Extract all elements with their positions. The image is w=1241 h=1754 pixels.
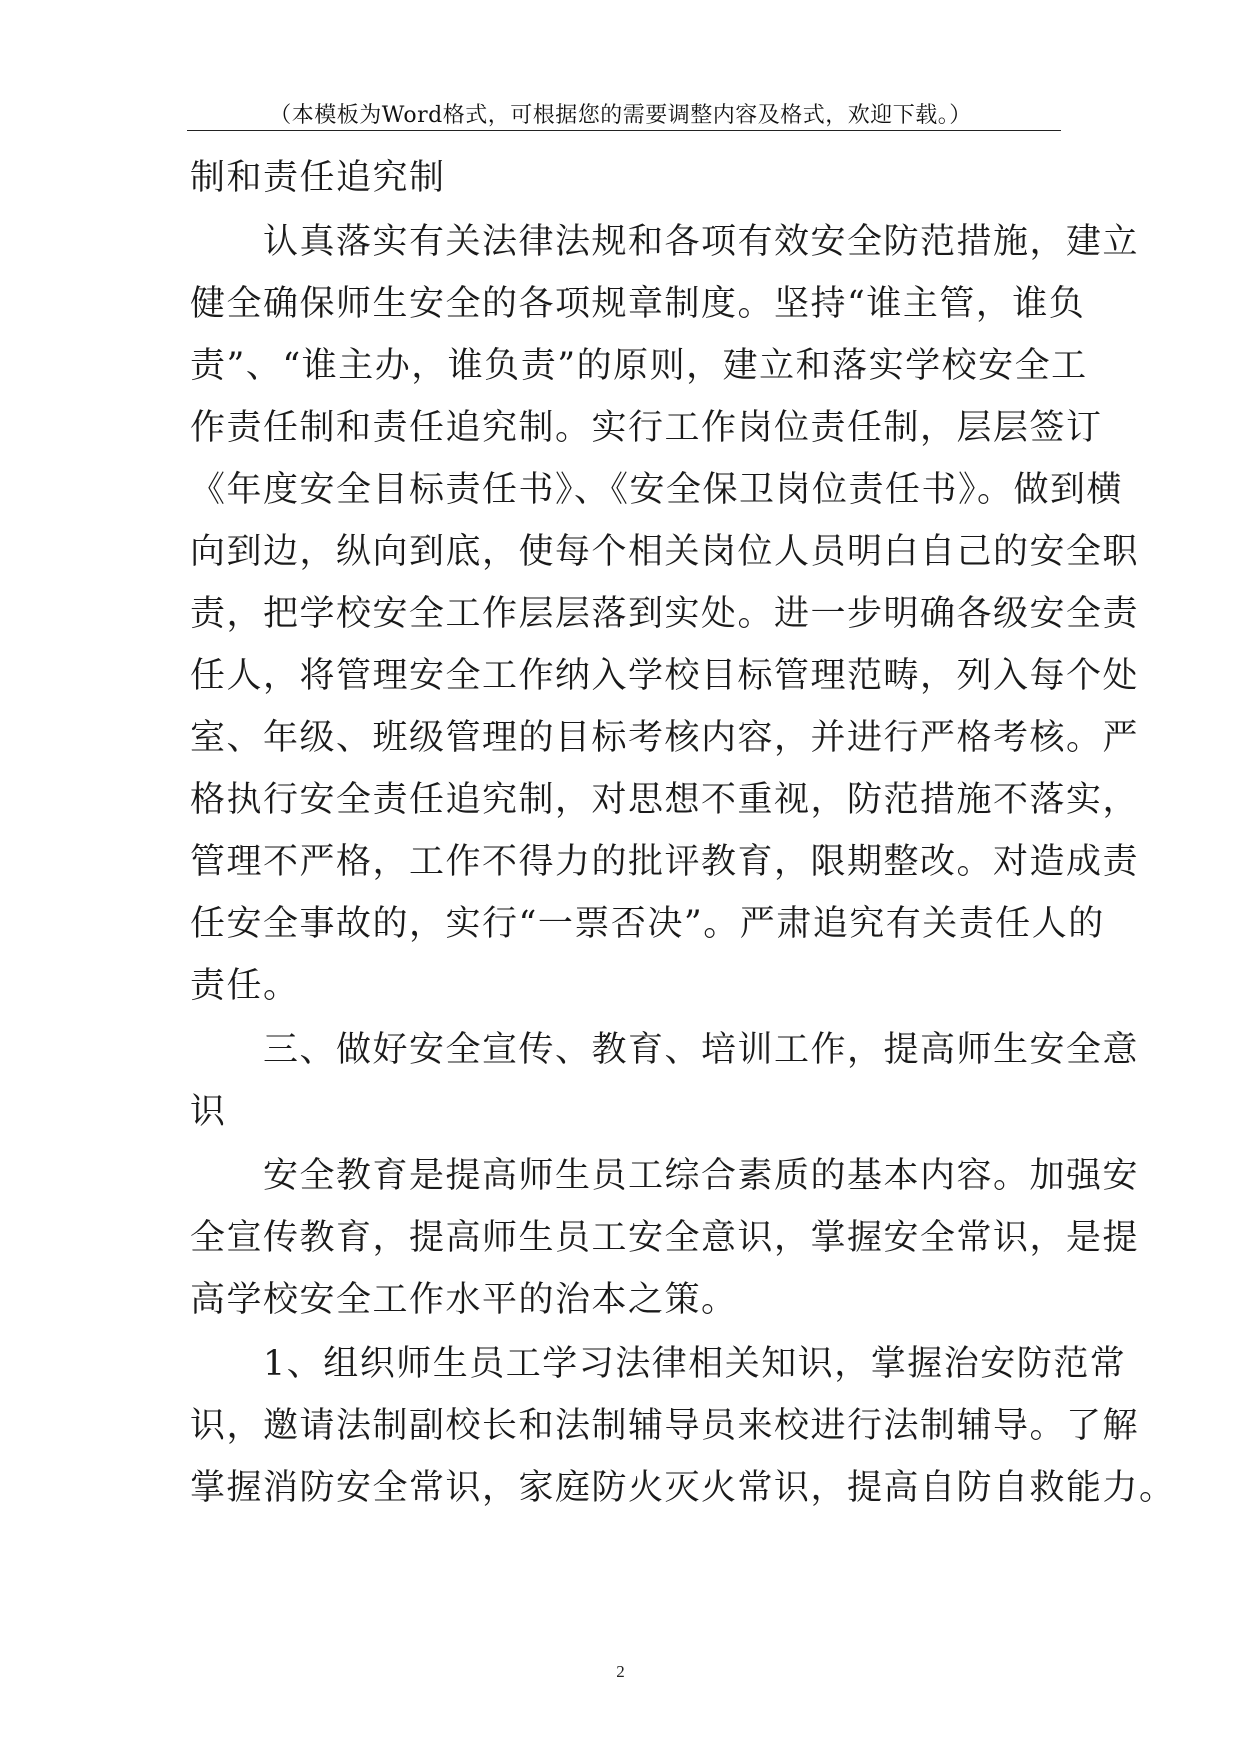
text-line: 向到边，纵向到底，使每个相关岗位人员明白自己的安全职 [190,532,1140,572]
text-line: 健全确保师生安全的各项规章制度。坚持“谁主管，谁负 [190,284,1086,324]
text-line: 室、年级、班级管理的目标考核内容，并进行严格考核。严 [190,718,1140,758]
text-line: 高学校安全工作水平的治本之策。 [190,1280,738,1320]
text-line: 任安全事故的，实行“一票否决”。严肃追究有关责任人的 [190,904,1105,944]
text-line: 责，把学校安全工作层层落到实处。进一步明确各级安全责 [190,594,1140,634]
text-line: 格执行安全责任追究制，对思想不重视，防范措施不落实， [190,780,1140,820]
text-line: 三、做好安全宣传、教育、培训工作，提高师生安全意 [190,1030,1140,1070]
text-line: 1、组织师生员工学习法律相关知识，掌握治安防范常 [190,1344,1127,1384]
text-line: 管理不严格，工作不得力的批评教育，限期整改。对造成责 [190,842,1140,882]
text-line: 全宣传教育，提高师生员工安全意识，掌握安全常识，是提 [190,1218,1140,1258]
header-divider [187,130,1061,131]
text-line: 责任。 [190,966,300,1006]
text-line: 制和责任追究制 [190,158,446,198]
text-line: 安全教育是提高师生员工综合素质的基本内容。加强安 [190,1156,1140,1196]
text-line: 《年度安全目标责任书》、《安全保卫岗位责任书》。做到横 [190,470,1124,510]
header-note: （本模板为Word格式，可根据您的需要调整内容及格式，欢迎下载。） [269,103,972,128]
text-line: 责”、“谁主办，谁负责”的原则，建立和落实学校安全工 [190,346,1088,386]
text-line: 识，邀请法制副校长和法制辅导员来校进行法制辅导。了解 [190,1406,1140,1446]
text-line: 识 [190,1092,227,1132]
text-line: 认真落实有关法律法规和各项有效安全防范措施，建立 [190,222,1140,262]
text-line: 任人，将管理安全工作纳入学校目标管理范畴，列入每个处 [190,656,1140,696]
text-line: 作责任制和责任追究制。实行工作岗位责任制，层层签订 [190,408,1103,448]
page-number: 2 [616,1662,625,1681]
text-line: 掌握消防安全常识，家庭防火灭火常识，提高自防自救能力。 [190,1468,1176,1508]
